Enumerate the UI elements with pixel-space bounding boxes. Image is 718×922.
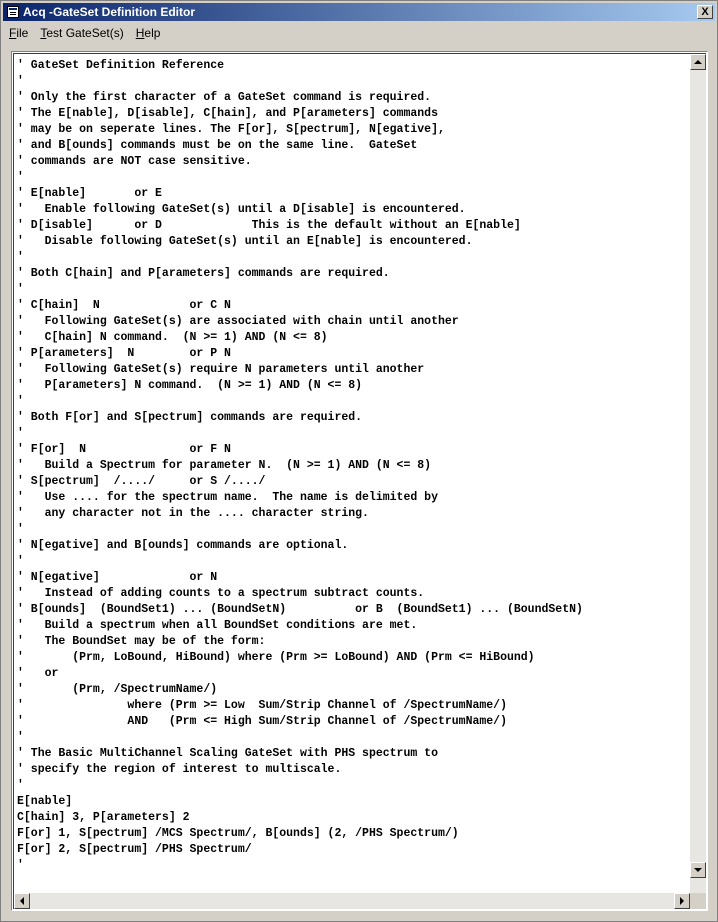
text-editor [11, 51, 708, 911]
text-line: ' [17, 395, 24, 408]
text-line: E[nable] [17, 795, 73, 808]
text-line: F[or] 1, S[pectrum] /MCS Spectrum/, B[ounds] (2, /PHS Spectrum/) [17, 827, 459, 840]
text-line: ' The E[nable], D[isable], C[hain], and P[arameters] commands [17, 107, 438, 120]
text-line: ' [17, 283, 24, 296]
text-line: ' S[pectrum] /..../ or S /..../ [17, 475, 266, 488]
text-line: ' [17, 171, 24, 184]
text-line: ' Build a Spectrum for parameter N. (N >= 1) AND (N <= 8) [17, 459, 432, 472]
text-line: ' any character not in the .... character string. [17, 507, 369, 520]
text-line: ' B[ounds] (BoundSet1) ... (BoundSetN) or B (BoundSet1) ... (BoundSetN) [17, 603, 583, 616]
text-line: ' commands are NOT case sensitive. [17, 155, 252, 168]
menu-help[interactable]: Help [135, 26, 161, 40]
scroll-up-button[interactable] [690, 54, 706, 70]
vertical-scrollbar[interactable] [690, 54, 706, 894]
text-line: ' Use .... for the spectrum name. The name is delimited by [17, 491, 438, 504]
close-button[interactable]: X [697, 5, 713, 19]
text-line: ' Disable following GateSet(s) until an E[nable] is encountered. [17, 235, 473, 248]
text-line: ' or [17, 667, 59, 680]
text-line: ' where (Prm >= Low Sum/Strip Channel of /SpectrumName/) [17, 699, 507, 712]
text-line: ' [17, 779, 24, 792]
text-line: ' C[hain] N command. (N >= 1) AND (N <= 8) [17, 331, 328, 344]
text-line: F[or] 2, S[pectrum] /PHS Spectrum/ [17, 843, 252, 856]
text-line: ' Build a spectrum when all BoundSet conditions are met. [17, 619, 418, 632]
app-icon[interactable] [7, 6, 19, 18]
text-line: ' Both F[or] and S[pectrum] commands are required. [17, 411, 363, 424]
menu-bar [3, 23, 715, 43]
text-line: ' [17, 859, 24, 872]
window-title: Acq -GateSet Definition Editor [23, 5, 196, 19]
text-line: ' Both C[hain] and P[arameters] commands are required. [17, 267, 390, 280]
menu-test-gatesets[interactable]: Test GateSet(s) [40, 26, 124, 40]
text-line: ' [17, 523, 24, 536]
text-line: ' AND (Prm <= High Sum/Strip Channel of /SpectrumName/) [17, 715, 507, 728]
text-line: ' GateSet Definition Reference [17, 59, 225, 72]
text-line: C[hain] 3, P[arameters] 2 [17, 811, 190, 824]
arrow-right-icon [680, 897, 684, 905]
scroll-left-button[interactable] [14, 893, 30, 909]
text-line: ' Instead of adding counts to a spectrum subtract counts. [17, 587, 425, 600]
text-line: ' (Prm, LoBound, HiBound) where (Prm >= LoBound) AND (Prm <= HiBound) [17, 651, 535, 664]
arrow-up-icon [694, 60, 702, 64]
gateset-text-area[interactable] [17, 58, 691, 890]
text-line: ' The BoundSet may be of the form: [17, 635, 266, 648]
text-line: ' Only the first character of a GateSet command is required. [17, 91, 432, 104]
text-line: ' Enable following GateSet(s) until a D[isable] is encountered. [17, 203, 466, 216]
text-line: ' P[arameters] N command. (N >= 1) AND (N <= 8) [17, 379, 363, 392]
text-line: ' [17, 731, 24, 744]
text-line: ' and B[ounds] commands must be on the same line. GateSet [17, 139, 418, 152]
text-line: ' specify the region of interest to multiscale. [17, 763, 342, 776]
text-line: ' The Basic MultiChannel Scaling GateSet with PHS spectrum to [17, 747, 438, 760]
text-line: ' N[egative] and B[ounds] commands are optional. [17, 539, 349, 552]
title-bar[interactable] [3, 3, 715, 21]
text-line: ' [17, 555, 24, 568]
arrow-down-icon [694, 868, 702, 872]
text-line: ' [17, 251, 24, 264]
menu-file[interactable]: File [9, 26, 29, 40]
scroll-right-button[interactable] [674, 893, 690, 909]
text-line: ' may be on seperate lines. The F[or], S[pectrum], N[egative], [17, 123, 445, 136]
text-line: ' F[or] N or F N [17, 443, 231, 456]
text-line: ' N[egative] or N [17, 571, 218, 584]
horizontal-scrollbar[interactable] [14, 893, 690, 909]
text-line: ' [17, 75, 24, 88]
text-line: ' P[arameters] N or P N [17, 347, 231, 360]
scrollbar-corner [690, 893, 706, 909]
text-line: ' D[isable] or D This is the default without an E[nable] [17, 219, 521, 232]
text-line: ' E[nable] or E [17, 187, 162, 200]
text-line: ' [17, 427, 24, 440]
text-line: ' Following GateSet(s) are associated with chain until another [17, 315, 459, 328]
text-line: ' Following GateSet(s) require N parameters until another [17, 363, 425, 376]
text-line: ' (Prm, /SpectrumName/) [17, 683, 218, 696]
scroll-down-button[interactable] [690, 862, 706, 878]
arrow-left-icon [20, 897, 24, 905]
text-line: ' C[hain] N or C N [17, 299, 231, 312]
